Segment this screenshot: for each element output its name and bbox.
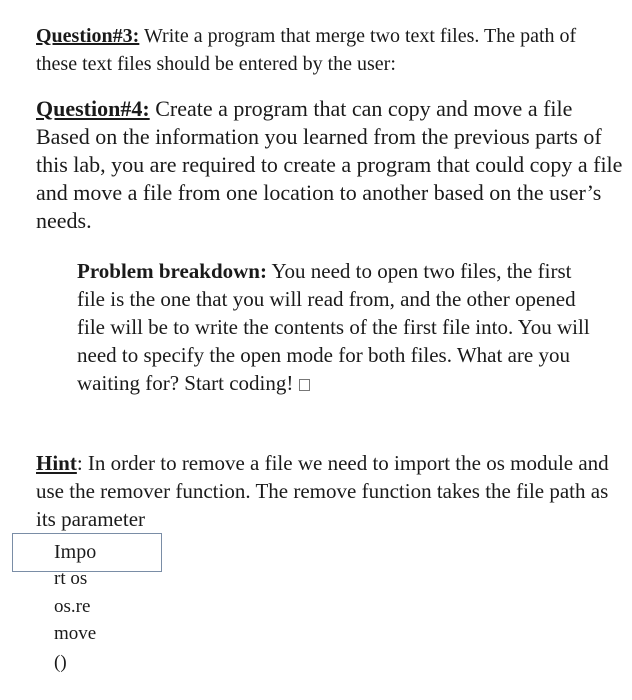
code-line: rt os [54, 568, 88, 589]
hint-text: : In order to remove a file we need to import the os module and use the remover function. The remove function takes the file path as its parameter [36, 451, 609, 531]
code-line: os.re [54, 596, 91, 617]
question-4 [36, 95, 626, 235]
placeholder-glyph-icon [299, 379, 310, 391]
problem-breakdown-label: Problem breakdown: [77, 259, 267, 283]
hint-label: Hint [36, 451, 77, 475]
code-line: Impo [54, 541, 97, 563]
problem-breakdown [77, 257, 597, 397]
code-line: move [54, 623, 97, 644]
question-4-label: Question#4: [36, 96, 150, 121]
code-line: () [54, 652, 67, 673]
question-4-text: Create a program that can copy and move a file Based on the information you learned from the previous parts of this lab, you are required to create a program that could copy a file and move a file from one location to another based on the user’s needs. [36, 96, 623, 233]
question-3 [36, 22, 616, 78]
question-3-text: Write a program that merge two text files. The path of these text files should be entered by the user: [36, 25, 577, 75]
hint [36, 449, 616, 533]
problem-breakdown-text: You need to open two files, the first file is the one that you will read from, and the other opened file will be to write the contents of the first file into. You will need to specify the open mode for both files. What are you waiting for? Start coding! [77, 259, 590, 395]
question-3-label: Question#3: [36, 25, 140, 47]
